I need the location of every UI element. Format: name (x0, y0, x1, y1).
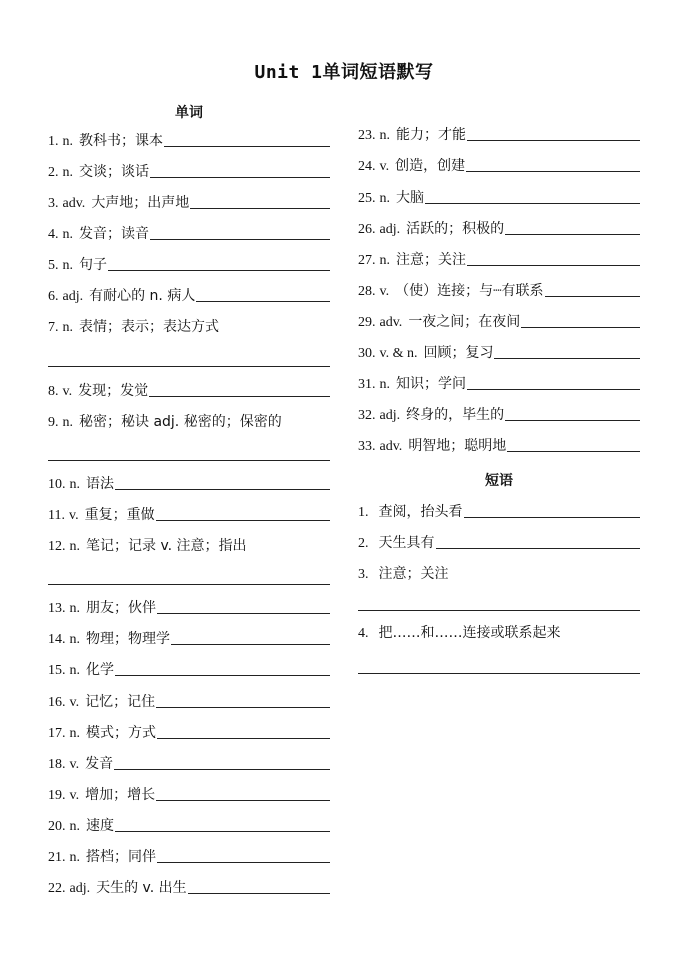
answer-blank-line[interactable] (48, 366, 330, 367)
item-meaning: 明智地；聪明地 (408, 438, 507, 454)
item-meaning: 模式；方式 (86, 725, 156, 741)
answer-blank[interactable] (149, 396, 330, 397)
word-item (358, 309, 640, 331)
word-item (48, 751, 330, 773)
answer-blank-line[interactable] (48, 460, 330, 461)
item-meaning: 教科书；课本 (79, 133, 163, 149)
part-of-speech: v. (69, 788, 80, 803)
part-of-speech: n. (69, 850, 80, 865)
item-number: 2. (358, 536, 369, 551)
word-item (48, 502, 330, 524)
item-number: 11. (48, 508, 65, 523)
answer-blank[interactable] (150, 177, 330, 178)
answer-blank[interactable] (425, 203, 640, 204)
answer-blank[interactable] (156, 707, 330, 708)
answer-blank[interactable] (115, 489, 330, 490)
item-meaning: 活跃的；积极的 (406, 221, 505, 237)
word-item (48, 720, 330, 742)
item-meaning: 创造，创建 (395, 158, 466, 174)
part-of-speech: v. & n. (379, 346, 418, 361)
item-meaning: 重复；重做 (84, 507, 155, 523)
item-number: 3. (358, 567, 369, 582)
item-number: 32. (358, 408, 376, 423)
answer-blank[interactable] (466, 171, 640, 172)
item-meaning: 物理；物理学 (86, 631, 170, 647)
item-meaning: 有耐心的 n. 病人 (89, 288, 196, 304)
word-item (48, 378, 330, 400)
item-meaning: 一夜之间；在夜间 (408, 314, 521, 330)
word-item (48, 533, 330, 555)
answer-blank[interactable] (150, 239, 330, 240)
part-of-speech: v. (379, 284, 390, 299)
item-number: 17. (48, 726, 66, 741)
part-of-speech: n. (69, 601, 80, 616)
item-number: 20. (48, 819, 66, 834)
answer-blank[interactable] (115, 675, 330, 676)
item-number: 6. (48, 289, 59, 304)
item-meaning: 化学 (86, 662, 114, 678)
item-number: 4. (358, 626, 369, 641)
part-of-speech: adj. (69, 881, 91, 896)
answer-blank[interactable] (196, 301, 330, 302)
phrase-item (358, 620, 640, 642)
item-number: 8. (48, 384, 59, 399)
part-of-speech: v. (379, 159, 390, 174)
part-of-speech: n. (69, 477, 80, 492)
word-item (358, 122, 640, 144)
item-meaning: 记忆；记住 (85, 694, 156, 710)
item-number: 23. (358, 128, 376, 143)
word-item (358, 185, 640, 207)
word-item (48, 314, 330, 336)
item-meaning: （使）连接；与┈有联系 (395, 283, 544, 299)
part-of-speech: n. (62, 320, 73, 335)
item-number: 29. (358, 315, 376, 330)
answer-blank[interactable] (115, 831, 330, 832)
words-heading: 单词 (175, 105, 203, 121)
part-of-speech: n. (379, 253, 390, 268)
answer-blank[interactable] (545, 296, 640, 297)
item-number: 1. (48, 134, 59, 149)
item-meaning: 把……和……连接或联系起来 (378, 625, 561, 641)
word-item (48, 128, 330, 150)
answer-blank[interactable] (108, 270, 330, 271)
page-title: Unit 1单词短语默写 (254, 62, 434, 83)
answer-blank[interactable] (157, 738, 330, 739)
answer-blank[interactable] (521, 327, 640, 328)
part-of-speech: n. (69, 726, 80, 741)
item-number: 26. (358, 222, 376, 237)
answer-blank[interactable] (467, 140, 640, 141)
phrase-item (358, 561, 640, 583)
item-number: 1. (358, 505, 369, 520)
item-meaning: 秘密；秘诀 adj. 秘密的；保密的 (79, 414, 282, 430)
part-of-speech: adj. (379, 408, 401, 423)
answer-blank[interactable] (505, 420, 640, 421)
item-number: 27. (358, 253, 376, 268)
answer-blank-line[interactable] (358, 673, 640, 674)
part-of-speech: v. (69, 695, 80, 710)
item-meaning: 语法 (86, 476, 114, 492)
word-item (48, 471, 330, 493)
part-of-speech: adv. (379, 315, 403, 330)
answer-blank[interactable] (156, 520, 330, 521)
item-number: 16. (48, 695, 66, 710)
answer-blank[interactable] (157, 862, 330, 863)
part-of-speech: adv. (62, 196, 86, 211)
word-item (358, 340, 640, 362)
part-of-speech: v. (62, 384, 73, 399)
item-number: 24. (358, 159, 376, 174)
answer-blank[interactable] (507, 451, 640, 452)
item-meaning: 速度 (86, 818, 114, 834)
part-of-speech: n. (62, 134, 73, 149)
item-number: 21. (48, 850, 66, 865)
item-meaning: 天生具有 (378, 535, 435, 551)
word-item (358, 216, 640, 238)
part-of-speech: n. (69, 819, 80, 834)
word-item (48, 283, 330, 305)
phrase-item (358, 499, 640, 521)
word-item (48, 626, 330, 648)
word-item (48, 409, 330, 431)
item-meaning: 表情；表示；表达方式 (79, 319, 219, 335)
word-item (48, 595, 330, 617)
part-of-speech: n. (62, 165, 73, 180)
answer-blank[interactable] (188, 893, 330, 894)
item-number: 28. (358, 284, 376, 299)
word-item (48, 221, 330, 243)
part-of-speech: v. (69, 757, 80, 772)
item-number: 13. (48, 601, 66, 616)
item-meaning: 句子 (79, 257, 107, 273)
word-item (48, 190, 330, 212)
word-item (358, 371, 640, 393)
part-of-speech: n. (62, 227, 73, 242)
part-of-speech: n. (379, 191, 390, 206)
item-meaning: 终身的，毕生的 (406, 407, 505, 423)
item-number: 5. (48, 258, 59, 273)
answer-blank-line[interactable] (358, 610, 640, 611)
item-meaning: 朋友；伙伴 (86, 600, 156, 616)
answer-blank[interactable] (156, 800, 330, 801)
item-number: 10. (48, 477, 66, 492)
item-meaning: 查阅，抬头看 (378, 504, 463, 520)
word-item (48, 813, 330, 835)
item-meaning: 发音 (85, 756, 114, 772)
answer-blank[interactable] (436, 548, 641, 549)
part-of-speech: n. (69, 632, 80, 647)
word-item (358, 153, 640, 175)
item-number: 7. (48, 320, 59, 335)
item-number: 9. (48, 415, 59, 430)
item-meaning: 交谈；谈话 (79, 164, 149, 180)
item-meaning: 知识；学问 (396, 376, 466, 392)
item-number: 2. (48, 165, 59, 180)
word-item (48, 252, 330, 274)
word-item (358, 402, 640, 424)
answer-blank[interactable] (464, 517, 641, 518)
word-item (48, 875, 330, 897)
item-number: 14. (48, 632, 66, 647)
answer-blank-line[interactable] (48, 584, 330, 585)
answer-blank[interactable] (494, 358, 640, 359)
item-meaning: 搭档；同伴 (86, 849, 156, 865)
item-number: 12. (48, 539, 66, 554)
item-number: 15. (48, 663, 66, 678)
part-of-speech: n. (69, 539, 80, 554)
part-of-speech: adj. (62, 289, 84, 304)
part-of-speech: v. (68, 508, 79, 523)
item-meaning: 笔记；记录 v. 注意；指出 (86, 538, 247, 554)
item-meaning: 增加；增长 (85, 787, 156, 803)
item-number: 3. (48, 196, 59, 211)
item-meaning: 天生的 v. 出生 (96, 880, 187, 896)
word-item (48, 689, 330, 711)
item-number: 30. (358, 346, 376, 361)
part-of-speech: n. (69, 663, 80, 678)
item-number: 25. (358, 191, 376, 206)
answer-blank[interactable] (171, 644, 330, 645)
answer-blank[interactable] (114, 769, 330, 770)
item-number: 4. (48, 227, 59, 242)
item-meaning: 发音；读音 (79, 226, 149, 242)
item-meaning: 回顾；复习 (423, 345, 494, 361)
item-number: 22. (48, 881, 66, 896)
item-meaning: 发现；发觉 (78, 383, 149, 399)
word-item (358, 247, 640, 269)
word-item (48, 844, 330, 866)
answer-blank[interactable] (467, 265, 640, 266)
word-item (48, 657, 330, 679)
answer-blank[interactable] (467, 389, 640, 390)
part-of-speech: adj. (379, 222, 401, 237)
word-item (48, 782, 330, 804)
part-of-speech: adv. (379, 439, 403, 454)
word-item (48, 159, 330, 181)
item-meaning: 能力；才能 (396, 127, 466, 143)
part-of-speech: n. (62, 415, 73, 430)
item-meaning: 大脑 (396, 190, 424, 206)
item-meaning: 注意；关注 (396, 252, 466, 268)
part-of-speech: n. (62, 258, 73, 273)
item-number: 19. (48, 788, 66, 803)
word-item (358, 433, 640, 455)
item-meaning: 注意；关注 (378, 566, 449, 582)
answer-blank[interactable] (190, 208, 330, 209)
item-number: 31. (358, 377, 376, 392)
phrases-heading: 短语 (485, 473, 513, 489)
answer-blank[interactable] (157, 613, 330, 614)
item-number: 18. (48, 757, 66, 772)
item-number: 33. (358, 439, 376, 454)
item-meaning: 大声地；出声地 (91, 195, 190, 211)
word-item (358, 278, 640, 300)
answer-blank[interactable] (164, 146, 330, 147)
part-of-speech: n. (379, 128, 390, 143)
answer-blank[interactable] (505, 234, 640, 235)
part-of-speech: n. (379, 377, 390, 392)
phrase-item (358, 530, 640, 552)
